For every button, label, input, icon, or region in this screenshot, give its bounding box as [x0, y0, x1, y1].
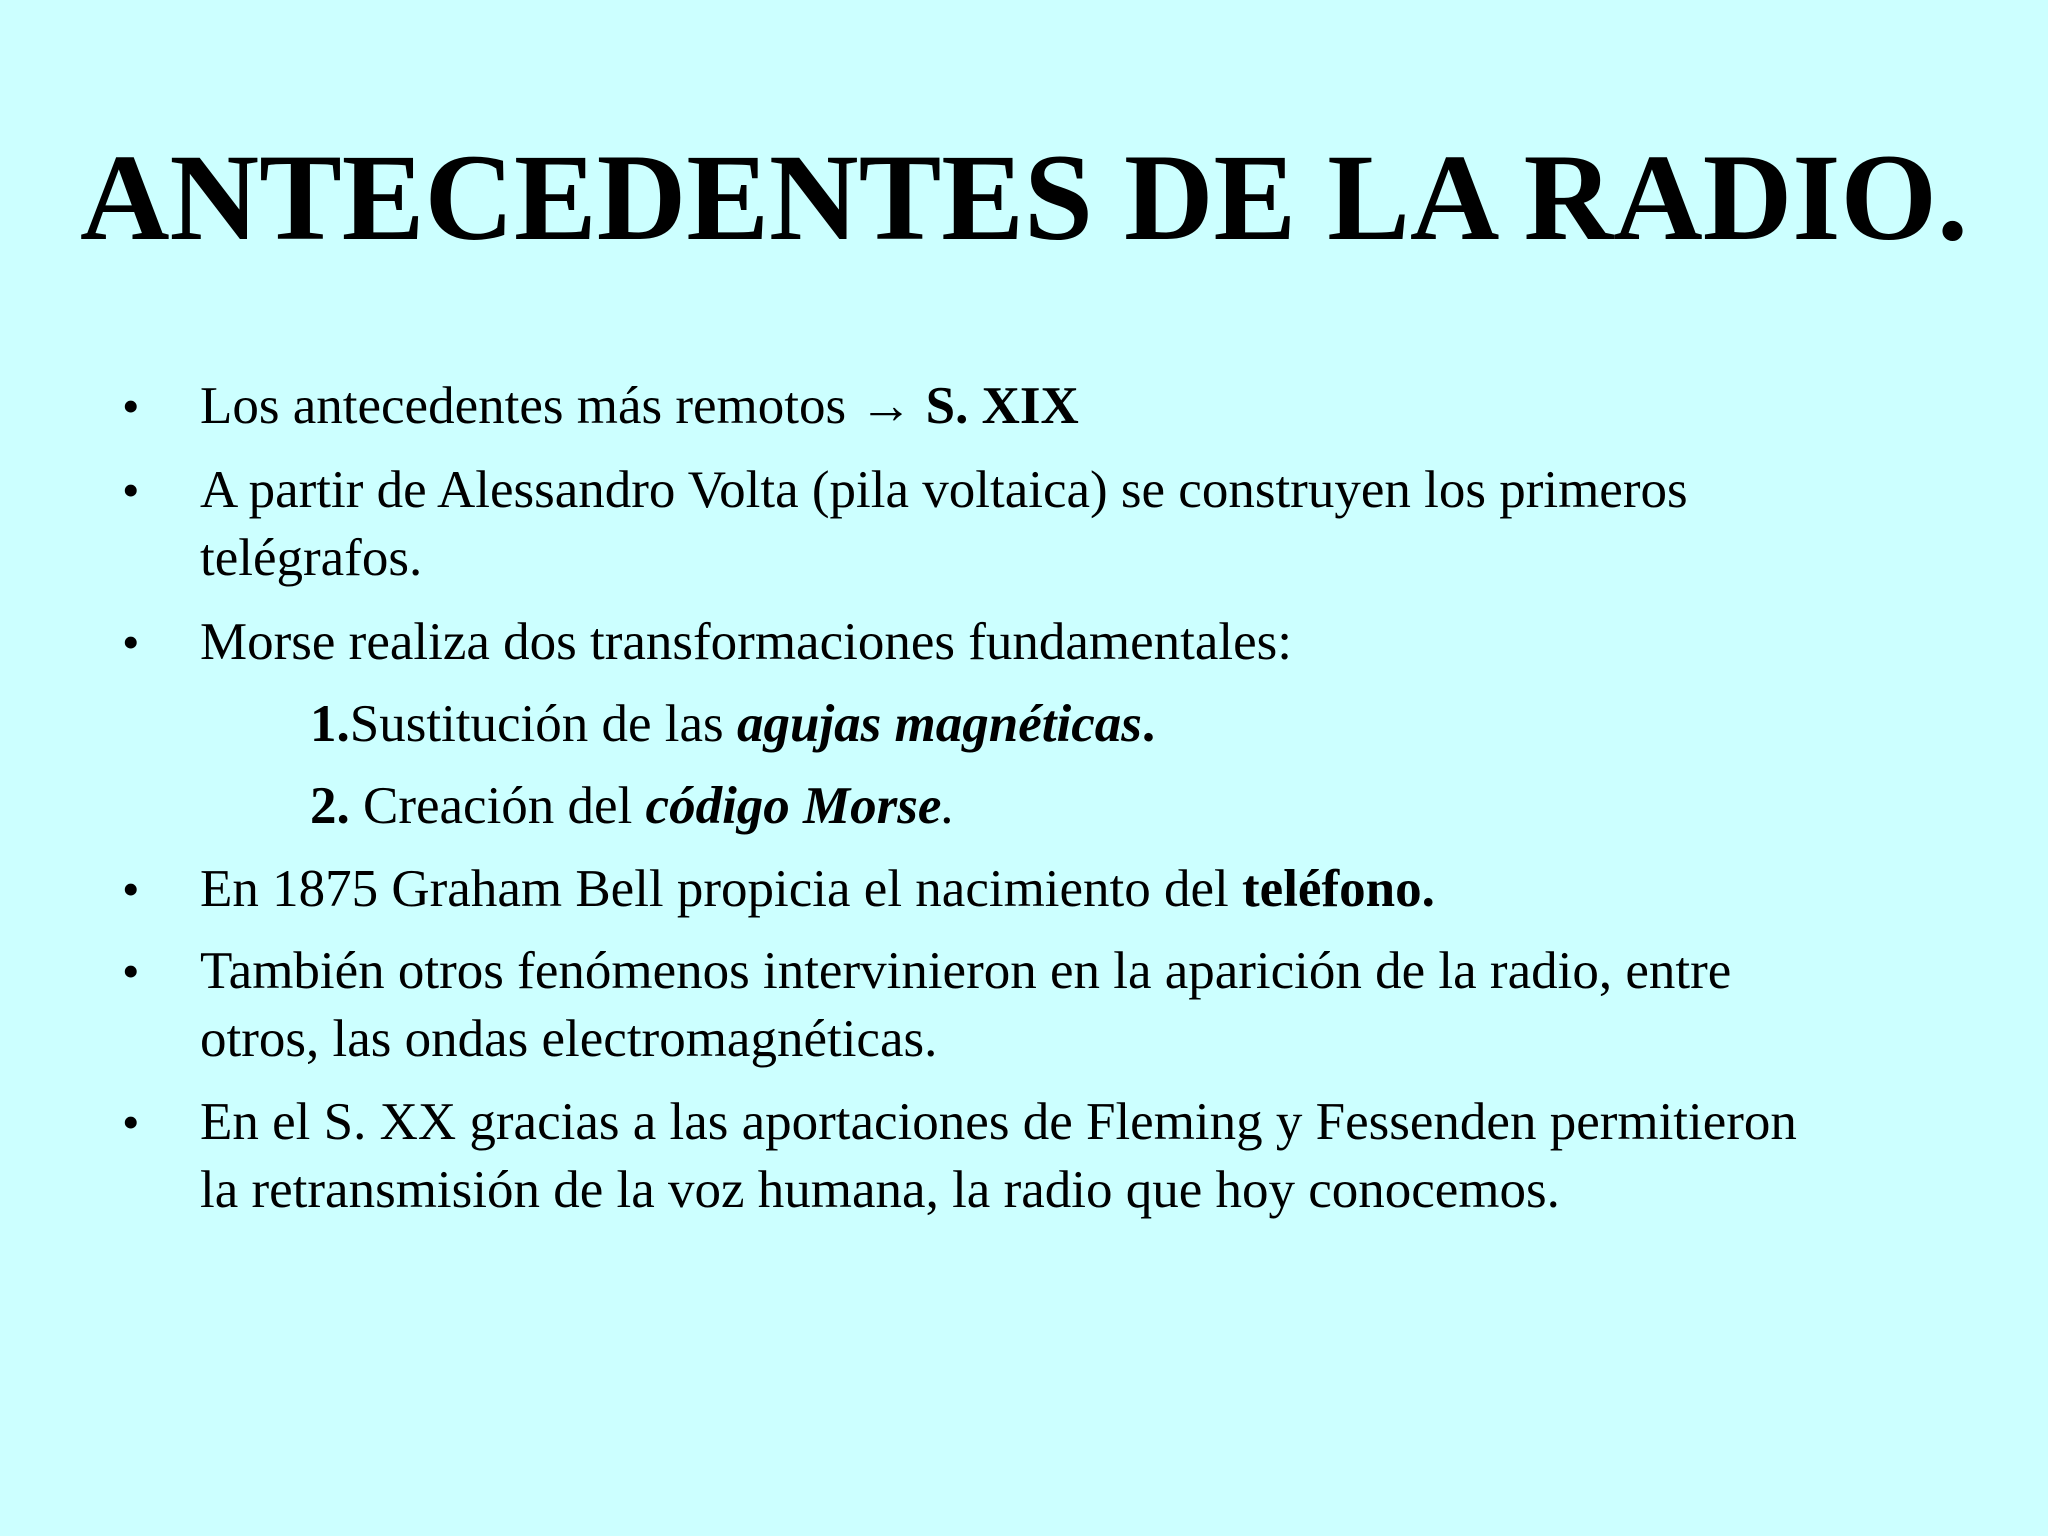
slide-title: ANTECEDENTES DE LA RADIO.: [80, 129, 1968, 266]
bullet-text-line: otros, las ondas electromagnéticas.: [200, 1010, 938, 1068]
sub-item-emphasis: código Morse: [645, 777, 942, 835]
bullet-text-line: la retransmisión de la voz humana, la radio que hoy conocemos.: [200, 1161, 1560, 1219]
bullet-icon: •: [122, 943, 140, 999]
sub-list-item: [310, 690, 1910, 758]
bullet-icon: •: [122, 1094, 140, 1150]
sub-item-text: Creación del: [349, 777, 646, 835]
bullet-text-line: En el S. XX gracias a las aportaciones de Fleming y Fessenden permitieron: [200, 1093, 1797, 1151]
bullet-bold-text: teléfono.: [1242, 860, 1435, 918]
bullet-text: [200, 855, 1960, 923]
bullet-text-main: En 1875 Graham Bell propicia el nacimiento del: [200, 860, 1243, 918]
sub-item-number: 1.: [310, 695, 350, 753]
bullet-text-main: Los antecedentes más remotos: [200, 377, 860, 435]
sub-item-end: .: [1141, 695, 1156, 753]
sub-item-text: Sustitución de las: [349, 695, 737, 753]
sub-list-item: [310, 772, 1910, 840]
bullet-text: [200, 372, 1960, 440]
sub-item-emphasis: agujas magnéticas: [736, 695, 1142, 753]
bullet-text-line: A partir de Alessandro Volta (pila voltaica) se construyen los primeros: [200, 461, 1688, 519]
bullet-icon: •: [122, 462, 140, 518]
bullet-icon: •: [122, 861, 140, 917]
bullet-text-line: También otros fenómenos intervinieron en la aparición de la radio, entre: [200, 942, 1732, 1000]
bullet-icon: •: [122, 614, 140, 670]
bullet-text: Morse realiza dos transformaciones fundamentales:: [200, 613, 1292, 671]
bullet-text-line: telégrafos.: [200, 529, 423, 587]
bullet-icon: •: [122, 378, 140, 434]
bullet-bold-text: S. XIX: [912, 377, 1079, 435]
sub-item-number: 2.: [310, 777, 350, 835]
sub-item-end: .: [941, 777, 955, 835]
arrow-icon: →: [859, 377, 913, 435]
